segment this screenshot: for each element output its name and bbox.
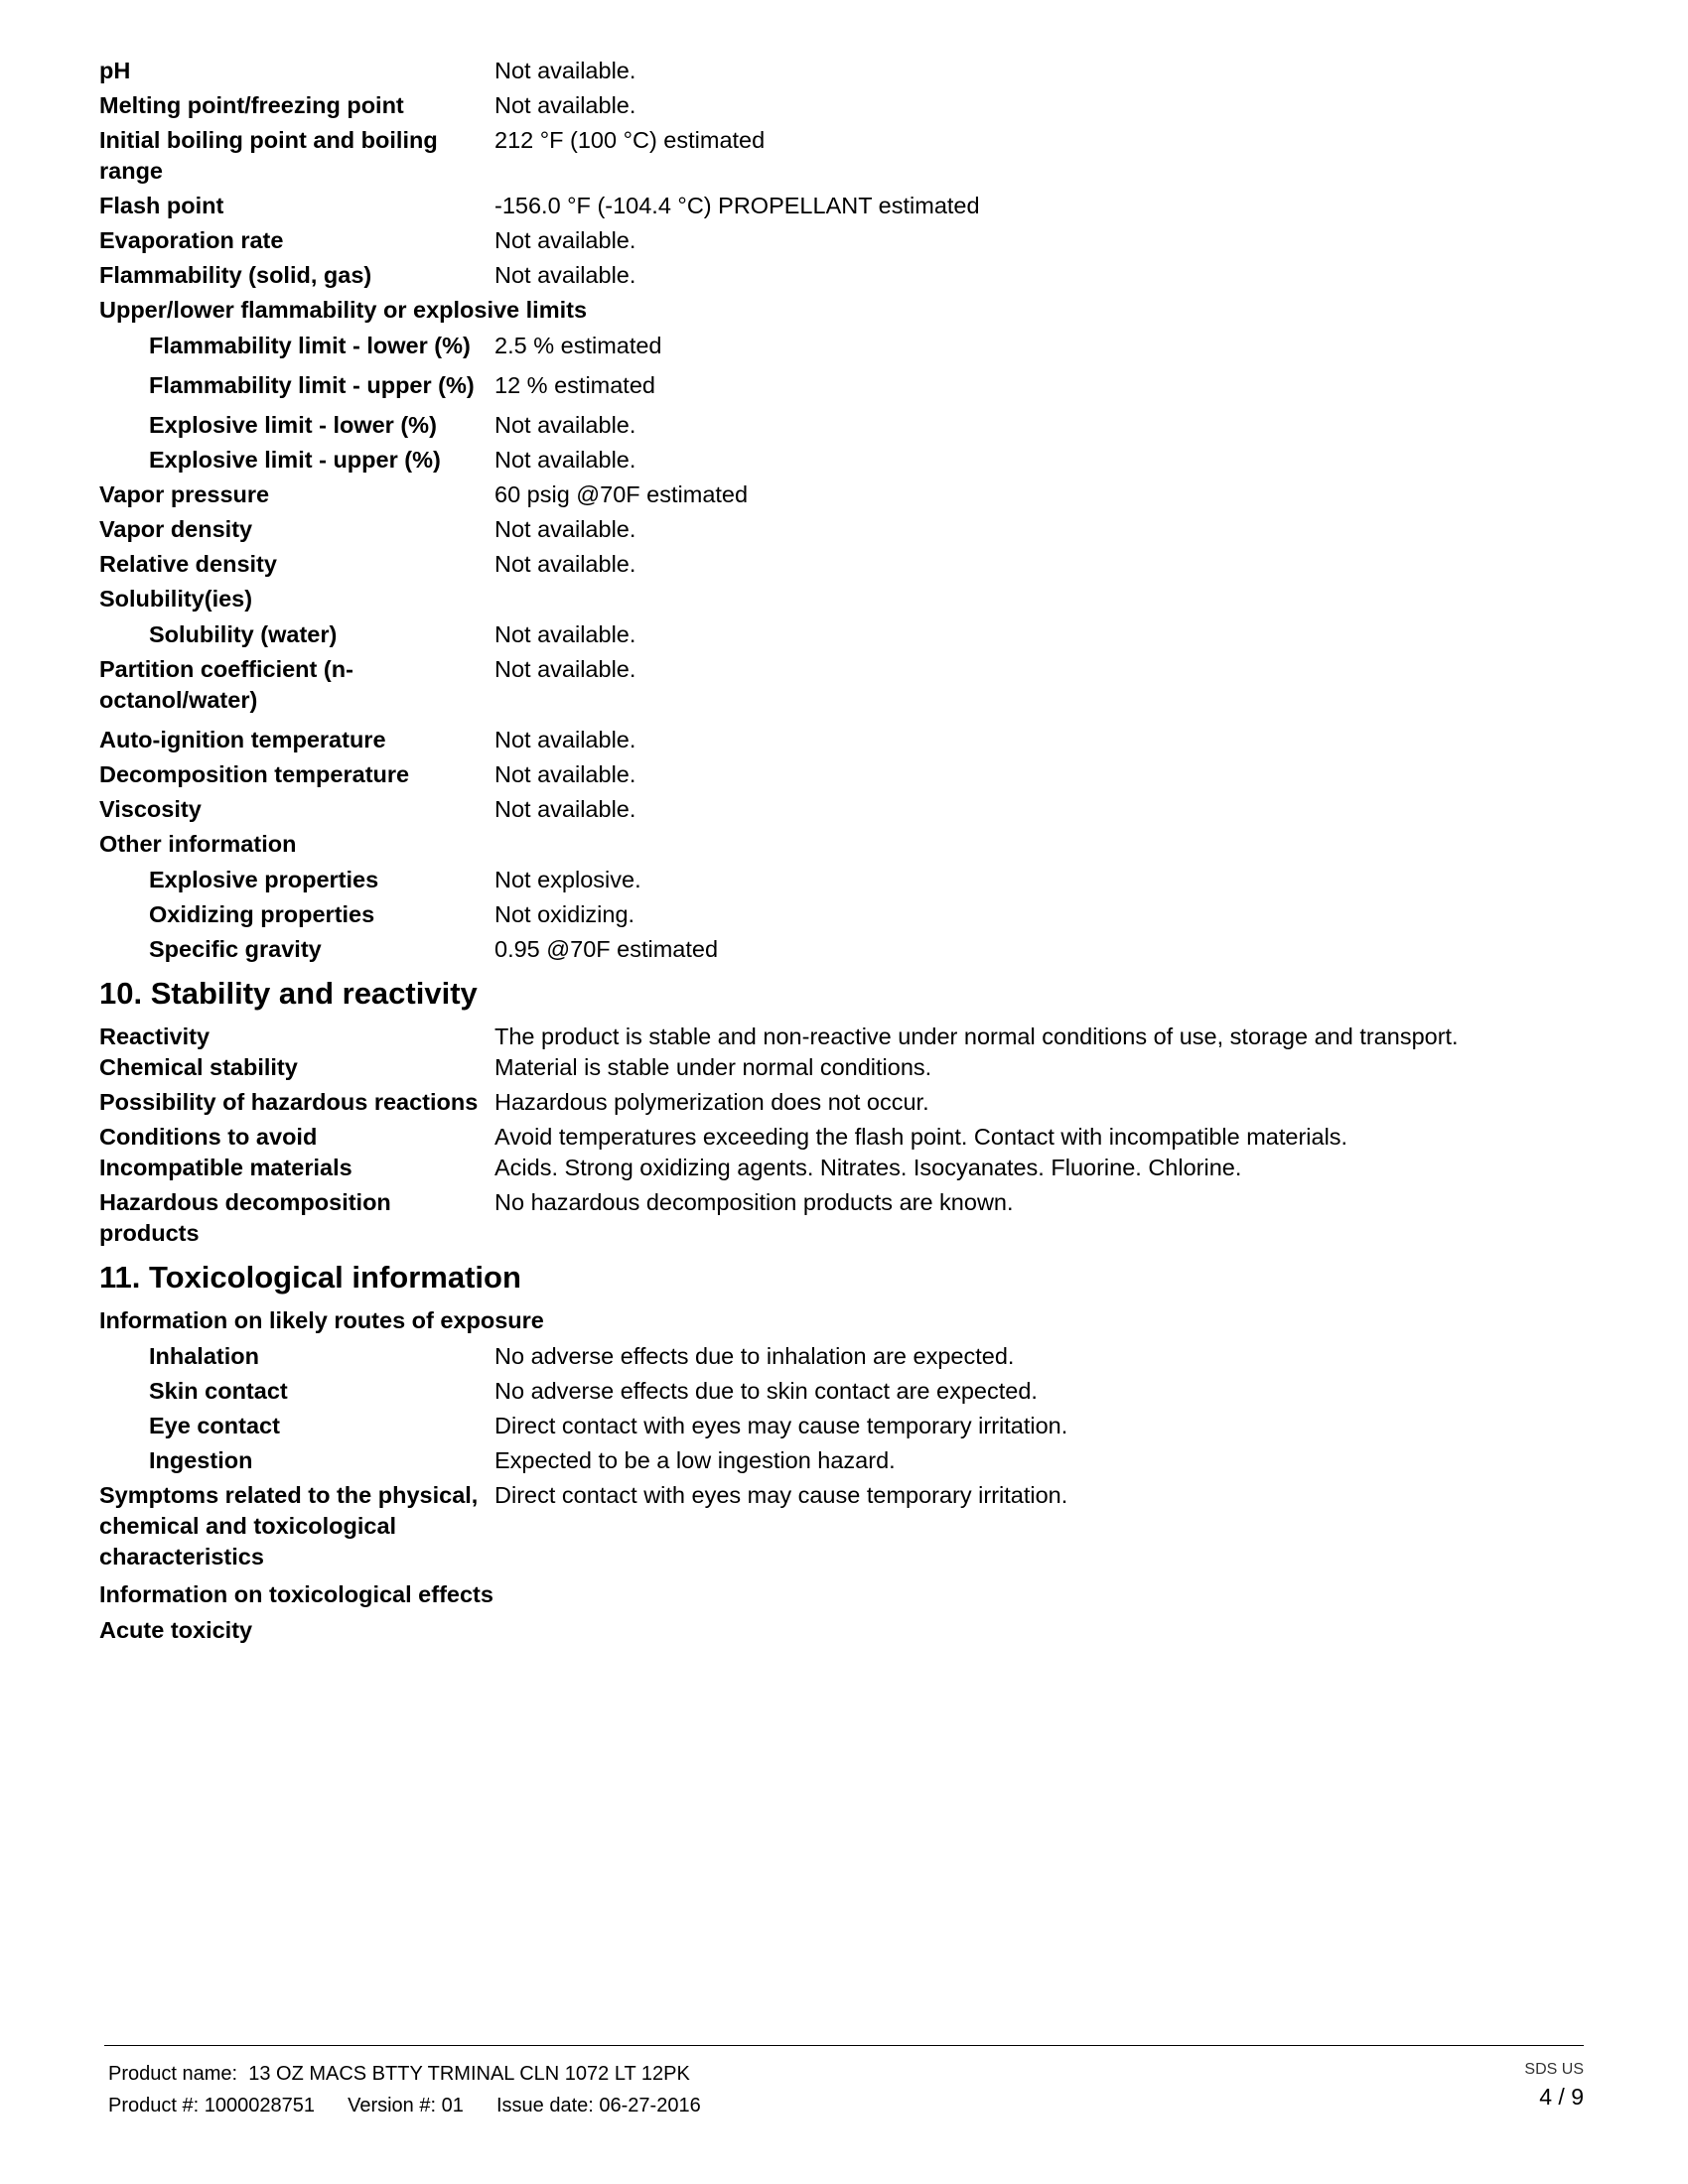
prop-label: Partition coefficient (n-octanol/water) — [99, 656, 353, 713]
stability-label: Hazardous decomposition products — [99, 1189, 391, 1246]
prop-label: Vapor density — [99, 516, 253, 542]
prop-value: Not available. — [494, 227, 636, 253]
prop-row-explosive-upper — [99, 445, 1589, 476]
stability-label: Reactivity — [99, 1024, 211, 1049]
prop-row-flammability — [99, 260, 1589, 291]
symptoms-value: Direct contact with eyes may cause temporary irritation. — [494, 1482, 1068, 1508]
stability-row-incompatible-materials — [99, 1153, 1589, 1183]
prop-value: Not available. — [494, 727, 636, 752]
prop-label: Initial boiling point and boiling range — [99, 127, 438, 184]
prop-row-decomposition-temp — [99, 759, 1589, 790]
stability-row-chemical-stability — [99, 1052, 1589, 1083]
prop-value: Not explosive. — [494, 867, 641, 892]
stability-label: Incompatible materials — [99, 1155, 352, 1180]
prop-row-partition-coefficient — [99, 654, 1589, 716]
prop-row-specific-gravity — [99, 934, 1589, 965]
route-label: Ingestion — [149, 1447, 253, 1473]
route-row-inhalation — [99, 1341, 1589, 1372]
prop-value: Not available. — [494, 621, 636, 647]
route-value: No adverse effects due to skin contact are expected. — [494, 1378, 1038, 1404]
stability-value: Material is stable under normal conditions. — [494, 1054, 932, 1080]
footer-product-name-line — [108, 2058, 701, 2090]
prop-label: Flash point — [99, 193, 224, 218]
other-info-heading: Other information — [99, 831, 297, 857]
footer-product-number-line — [108, 2090, 701, 2121]
prop-value: Not available. — [494, 262, 636, 288]
product-num-label: Product #: — [108, 2095, 200, 2116]
prop-row-explosive-lower — [99, 410, 1589, 441]
prop-label: pH — [99, 58, 131, 83]
prop-label: Evaporation rate — [99, 227, 284, 253]
issue-date: 06-27-2016 — [599, 2095, 701, 2116]
stability-value: No hazardous decomposition products are known. — [494, 1189, 1014, 1215]
stability-row-hazardous-reactions — [99, 1087, 1589, 1118]
prop-row-vapor-density — [99, 514, 1589, 545]
route-label: Skin contact — [149, 1378, 288, 1404]
section-title: 11. Toxicological information — [99, 1260, 521, 1295]
prop-value: Not available. — [494, 656, 636, 682]
limits-heading: Upper/lower flammability or explosive limits — [99, 297, 588, 323]
doc-type: SDS US — [1524, 2061, 1584, 2078]
page-number: 4 / 9 — [1539, 2084, 1584, 2110]
prop-row-flash-point — [99, 191, 1589, 221]
prop-label: Vapor pressure — [99, 481, 270, 507]
prop-row-auto-ignition — [99, 725, 1589, 755]
route-row-ingestion — [99, 1445, 1589, 1476]
symptoms-label: Symptoms related to the physical, chemical and toxicological characteristics — [99, 1482, 479, 1570]
prop-label: Melting point/freezing point — [99, 92, 404, 118]
stability-value: Avoid temperatures exceeding the flash point. Contact with incompatible materials. — [494, 1124, 1348, 1150]
prop-value: 2.5 % estimated — [494, 333, 662, 358]
prop-value: Not available. — [494, 58, 636, 83]
prop-row-vapor-pressure — [99, 479, 1589, 510]
route-row-skin-contact — [99, 1376, 1589, 1407]
stability-row-conditions-to-avoid — [99, 1122, 1589, 1153]
prop-row-flammability-lower — [99, 331, 1589, 361]
route-label: Inhalation — [149, 1343, 259, 1369]
prop-label: Specific gravity — [149, 936, 322, 962]
prop-value: Not available. — [494, 551, 636, 577]
route-value: No adverse effects due to inhalation are expected. — [494, 1343, 1015, 1369]
prop-value: Not available. — [494, 92, 636, 118]
prop-label: Solubility (water) — [149, 621, 338, 647]
footer-product-info — [108, 2058, 701, 2121]
issue-date-label: Issue date: — [495, 2095, 594, 2116]
prop-label: Flammability limit - lower (%) — [149, 333, 471, 358]
prop-row-oxidizing-properties — [99, 899, 1589, 930]
stability-value: The product is stable and non-reactive under normal conditions of use, storage and transport. — [494, 1024, 1459, 1049]
solubility-heading: Solubility(ies) — [99, 586, 253, 612]
prop-row-solubility-water — [99, 619, 1589, 650]
prop-value: 0.95 @70F estimated — [494, 936, 719, 962]
acute-toxicity-heading: Acute toxicity — [99, 1617, 253, 1643]
footer-page-info — [1524, 2060, 1584, 2112]
prop-value: Not oxidizing. — [494, 901, 635, 927]
version-label: Version #: — [348, 2095, 437, 2116]
product-name-label: Product name: — [108, 2063, 238, 2085]
stability-row-reactivity — [99, 1022, 1589, 1052]
toxicological-effects-heading: Information on toxicological effects — [99, 1581, 493, 1607]
prop-label: Viscosity — [99, 796, 202, 822]
prop-row-explosive-properties — [99, 865, 1589, 895]
route-value: Direct contact with eyes may cause temporary irritation. — [494, 1413, 1068, 1438]
prop-value: Not available. — [494, 796, 636, 822]
prop-label: Explosive limit - lower (%) — [149, 412, 437, 438]
prop-label: Flammability (solid, gas) — [99, 262, 372, 288]
product-num: 1000028751 — [204, 2095, 315, 2116]
product-name: 13 OZ MACS BTTY TRMINAL CLN 1072 LT 12PK — [248, 2063, 690, 2085]
symptoms-row — [99, 1480, 1589, 1572]
stability-label: Chemical stability — [99, 1054, 298, 1080]
route-value: Expected to be a low ingestion hazard. — [494, 1447, 896, 1473]
section9-physical-properties — [99, 56, 1589, 965]
prop-row-boiling-point — [99, 125, 1589, 187]
stability-value: Hazardous polymerization does not occur. — [494, 1089, 929, 1115]
prop-value: Not available. — [494, 412, 636, 438]
section11-toxicology — [99, 1259, 1589, 1646]
prop-value: Not available. — [494, 516, 636, 542]
route-row-eye-contact — [99, 1411, 1589, 1441]
section10-stability — [99, 975, 1589, 1249]
sds-page-content — [99, 56, 1589, 1651]
prop-value: 12 % estimated — [494, 372, 655, 398]
page-footer — [104, 2045, 1584, 2116]
prop-value: Not available. — [494, 761, 636, 787]
route-label: Eye contact — [149, 1413, 280, 1438]
stability-value: Acids. Strong oxidizing agents. Nitrates. Isocyanates. Fluorine. Chlorine. — [494, 1155, 1242, 1180]
stability-label: Conditions to avoid — [99, 1124, 318, 1150]
prop-row-melting-point — [99, 90, 1589, 121]
prop-row-viscosity — [99, 794, 1589, 825]
prop-value: -156.0 °F (-104.4 °C) PROPELLANT estimated — [494, 193, 980, 218]
prop-label: Auto-ignition temperature — [99, 727, 386, 752]
prop-row-ph — [99, 56, 1589, 86]
section-title: 10. Stability and reactivity — [99, 976, 478, 1011]
prop-value: 60 psig @70F estimated — [494, 481, 749, 507]
stability-row-decomposition-products — [99, 1187, 1589, 1249]
routes-heading: Information on likely routes of exposure — [99, 1307, 544, 1333]
prop-row-flammability-upper — [99, 370, 1589, 401]
prop-value: Not available. — [494, 447, 636, 473]
stability-label: Possibility of hazardous reactions — [99, 1089, 479, 1115]
version: 01 — [441, 2095, 464, 2116]
prop-row-evaporation-rate — [99, 225, 1589, 256]
prop-label: Flammability limit - upper (%) — [149, 372, 475, 398]
prop-label: Decomposition temperature — [99, 761, 410, 787]
prop-row-relative-density — [99, 549, 1589, 580]
prop-label: Explosive properties — [149, 867, 379, 892]
prop-label: Oxidizing properties — [149, 901, 375, 927]
prop-value: 212 °F (100 °C) estimated — [494, 127, 766, 153]
prop-label: Relative density — [99, 551, 277, 577]
prop-label: Explosive limit - upper (%) — [149, 447, 441, 473]
